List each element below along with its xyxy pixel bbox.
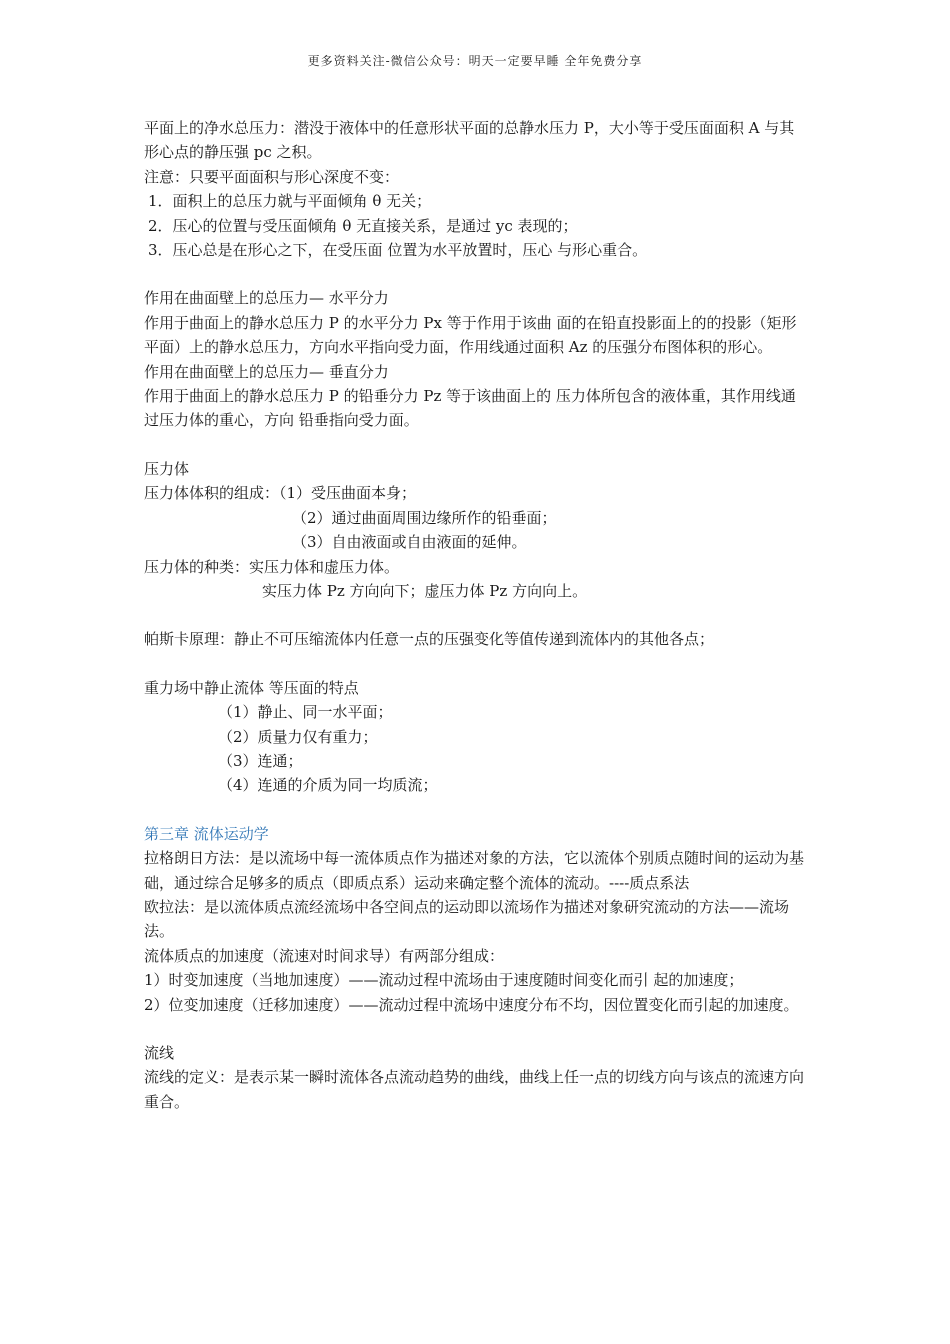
curved-vertical-paragraph: 作用于曲面上的静水总压力 P 的铅垂分力 Pz 等于该曲面上的 压力体所包含的液体重，其作用线通过压力体的重心，方向 铅垂指向受力面。 bbox=[144, 387, 796, 430]
pascal-principle: 帕斯卡原理：静止不可压缩流体内任意一点的压强变化等值传递到流体内的其他各点； bbox=[144, 630, 715, 649]
plane-pressure-paragraph: 平面上的净水总压力：潜没于液体中的任意形状平面的总静水压力 P，大小等于受压面面积 A 与其形心点的静压强 pc 之积。 bbox=[144, 119, 795, 162]
acceleration-intro: 流体质点的加速度（流速对时间求导）有两部分组成： bbox=[144, 946, 505, 965]
note-item-2: 2．压心的位置与受压面倾角 θ 无直接关系，是通过 yc 表现的； bbox=[148, 216, 578, 235]
curved-horizontal-heading: 作用在曲面壁上的总压力— 水平分力 bbox=[144, 289, 389, 308]
curved-horizontal-paragraph: 作用于曲面上的静水总压力 P 的水平分力 Px 等于作用于该曲 面的在铅直投影面上的的投影（矩形平面）上的静水总压力，方向水平指向受力面，作用线通过面积 Az 的压强分布图体积的形心。 bbox=[144, 313, 797, 357]
note-line: 注意：只要平面面积与形心深度不变： bbox=[144, 167, 400, 186]
lagrange-paragraph: 拉格朗日方法：是以流场中每一流体质点作为描述对象的方法，它以流体个别质点随时间的运动为基础，通过综合足够多的质点（即质点系）运动来确定整个流体的流动。----质点系法 bbox=[144, 849, 805, 892]
pressure-body-composition: 压力体体积的组成：（1）受压曲面本身； bbox=[144, 484, 417, 503]
euler-paragraph: 欧拉法：是以流体质点流经流场中各空间点的运动即以流场作为描述对象研究流动的方法——流场法。 bbox=[144, 897, 790, 941]
acceleration-item-2: 2）位变加速度（迁移加速度）——流动过程中流场中速度分布不均，因位置变化而引起的加速度。 bbox=[144, 995, 799, 1014]
chapter-heading: 第三章 流体运动学 bbox=[144, 824, 269, 843]
equal-pressure-item-3: （3）连通； bbox=[218, 751, 303, 770]
page-header: 更多资料关注-微信公众号：明天一定要早睡 全年免费分享 bbox=[307, 54, 643, 68]
streamline-title: 流线 bbox=[144, 1044, 175, 1062]
acceleration-item-1: 1）时变加速度（当地加速度）——流动过程中流场由于速度随时间变化而引 起的加速度； bbox=[144, 971, 744, 990]
equal-pressure-title: 重力场中静止流体 等压面的特点 bbox=[144, 678, 359, 697]
equal-pressure-item-2: （2）质量力仅有重力； bbox=[218, 727, 378, 746]
equal-pressure-item-4: （4）连通的介质为同一均质流； bbox=[218, 776, 438, 795]
document-body bbox=[144, 116, 809, 1114]
pressure-body-title: 压力体 bbox=[144, 459, 190, 478]
note-item-1: 1．面积上的总压力就与平面倾角 θ 无关； bbox=[148, 192, 432, 211]
composition-item-3: （3）自由液面或自由液面的延伸。 bbox=[292, 533, 527, 552]
composition-item-2: （2）通过曲面周围边缘所作的铅垂面； bbox=[292, 508, 557, 527]
curved-vertical-heading: 作用在曲面壁上的总压力— 垂直分力 bbox=[144, 362, 389, 381]
streamline-definition: 流线的定义：是表示某一瞬时流体各点流动趋势的曲线，曲线上任一点的切线方向与该点的流速方向重合。 bbox=[144, 1068, 805, 1111]
equal-pressure-item-1: （1）静止、同一水平面； bbox=[218, 703, 393, 722]
pressure-body-types-detail: 实压力体 Pz 方向向下；虚压力体 Pz 方向向上。 bbox=[262, 581, 588, 600]
pressure-body-types: 压力体的种类：实压力体和虚压力体。 bbox=[144, 557, 400, 576]
note-item-3: 3．压心总是在形心之下，在受压面 位置为水平放置时，压心 与形心重合。 bbox=[148, 241, 648, 260]
